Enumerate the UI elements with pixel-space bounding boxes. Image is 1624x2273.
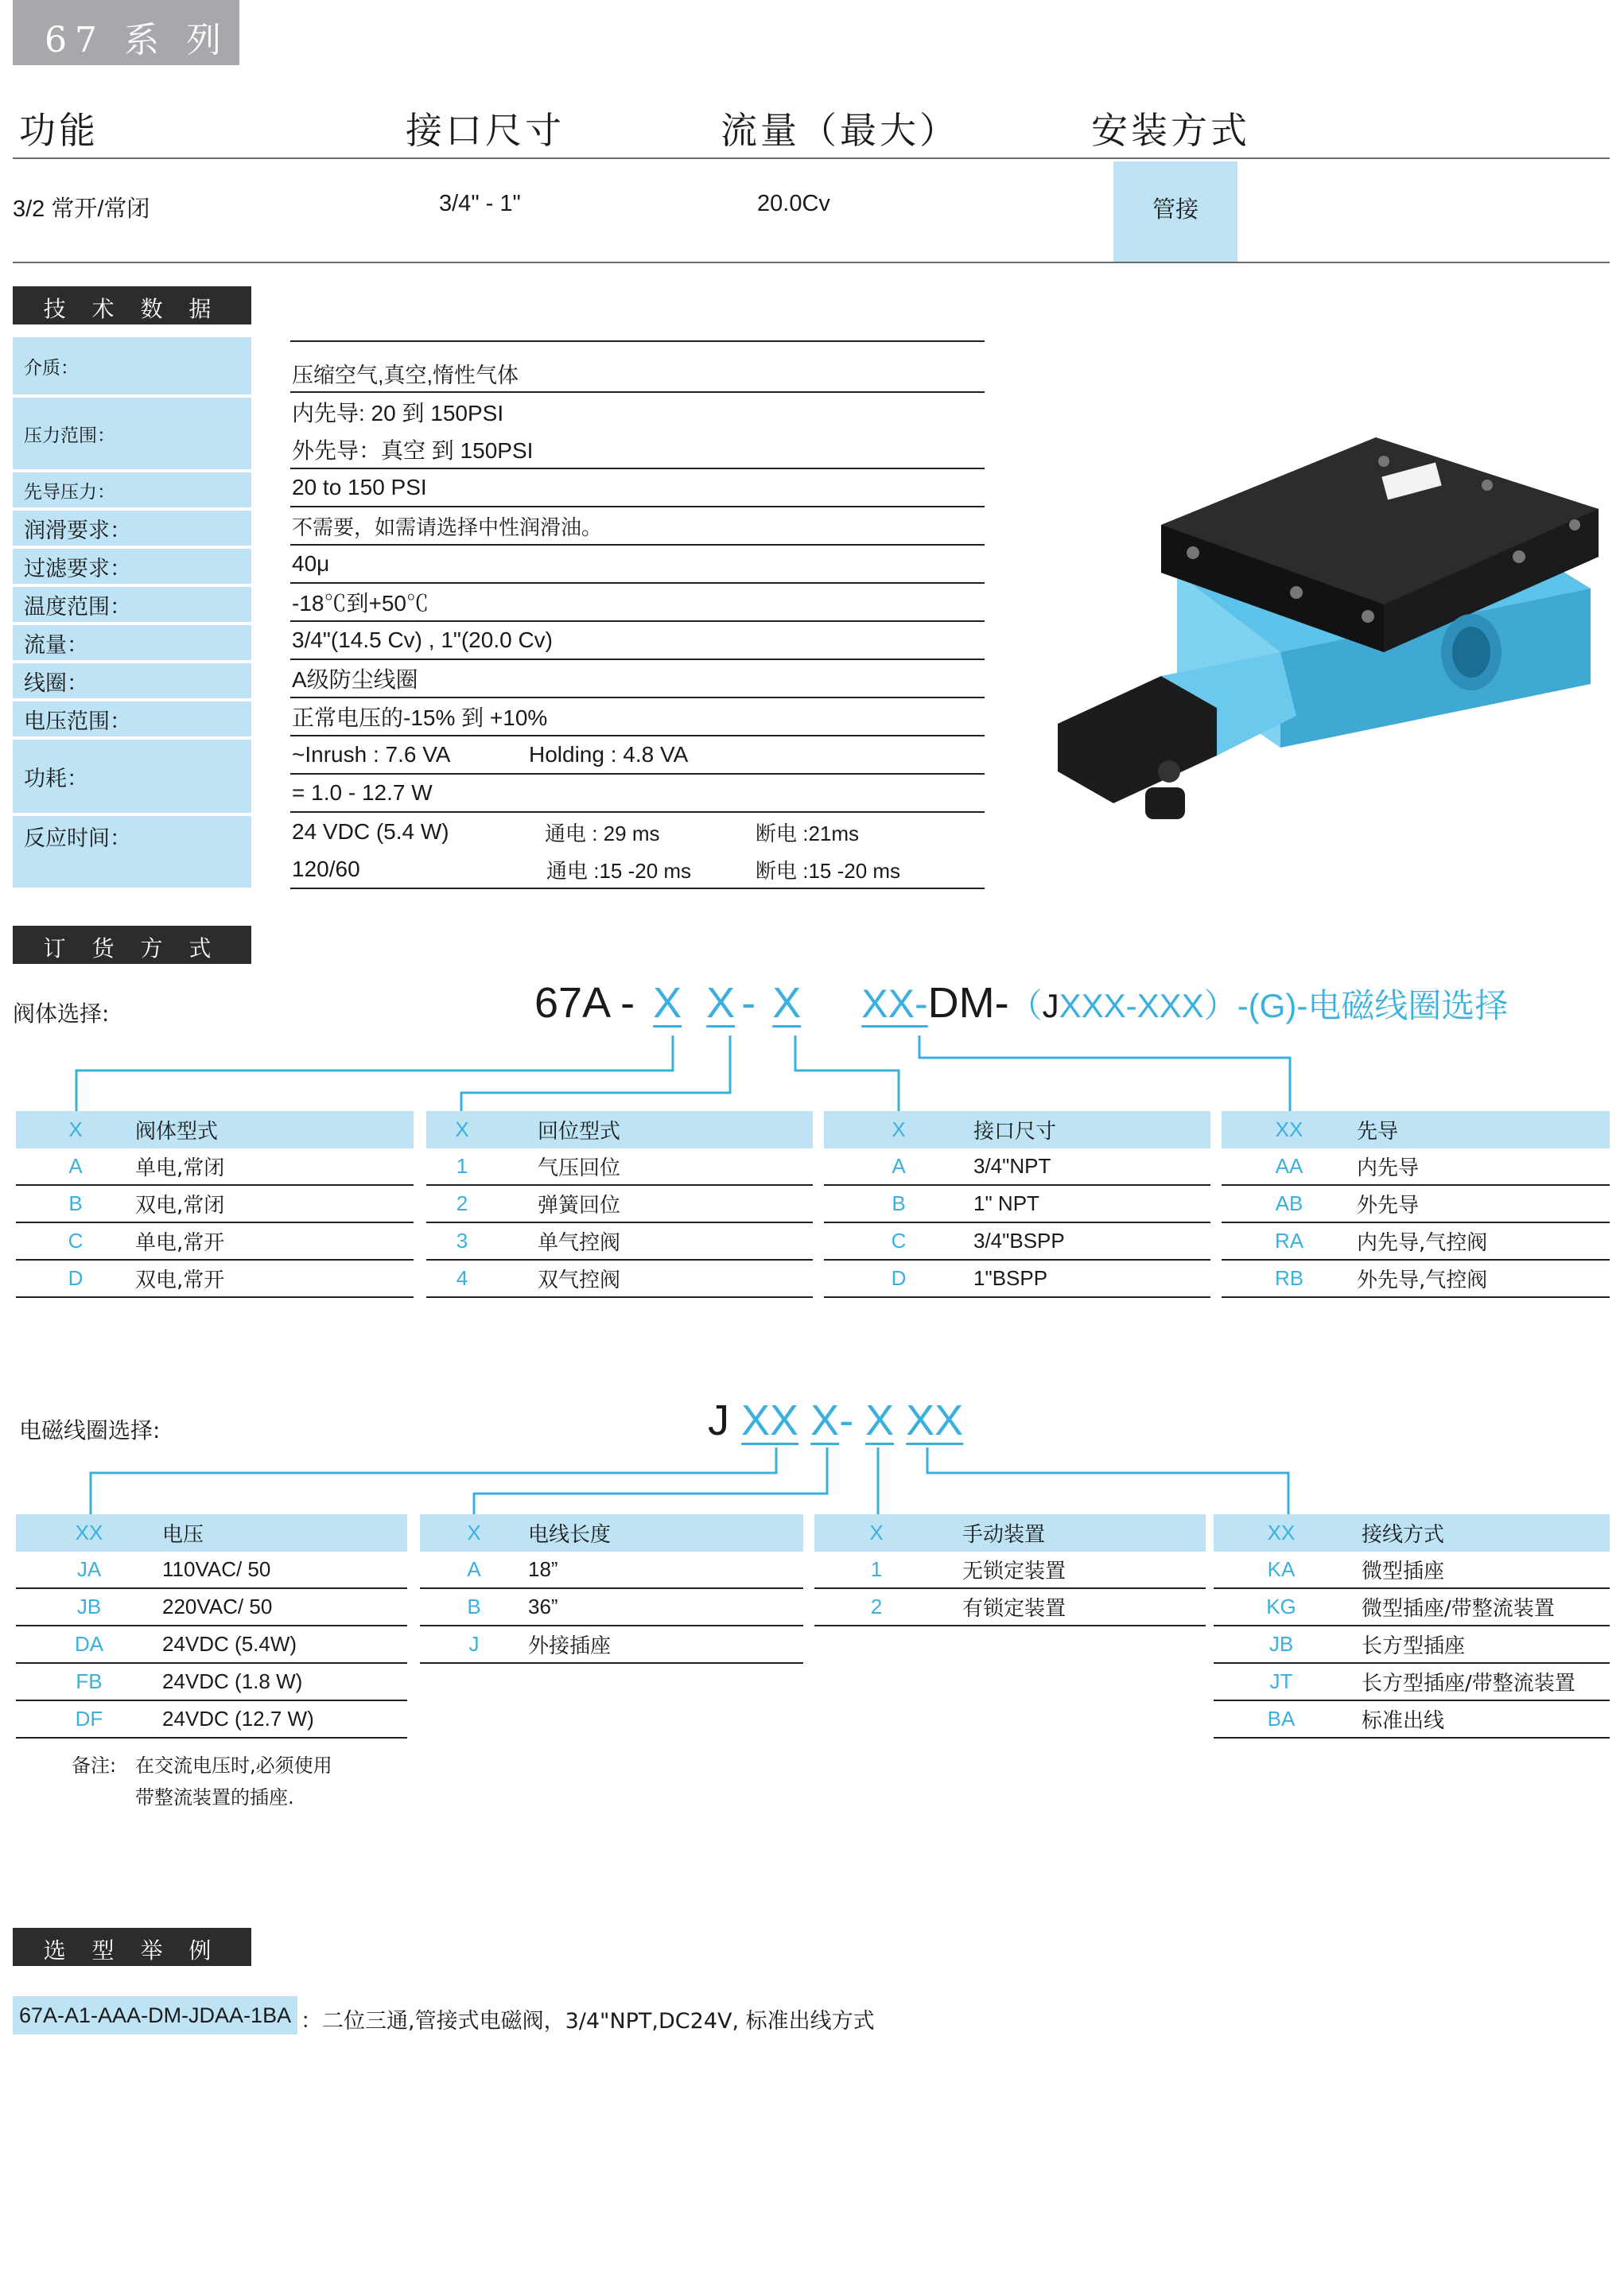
spec-label-lubrication: 润滑要求：	[13, 511, 251, 546]
spec-value-temperature: -18℃到+50℃	[290, 584, 985, 622]
note-line-1: 在交流电压时,必须使用	[135, 1754, 332, 1777]
spec-label-coil: 线圈：	[13, 663, 251, 698]
header-port: 接口尺寸	[406, 109, 565, 152]
table-row: A 18”	[420, 1552, 803, 1589]
code-prefix: 67A -	[534, 979, 635, 1027]
coil-code-x: X	[810, 1397, 840, 1444]
table-row: B 36”	[420, 1589, 803, 1626]
tech-labels	[13, 337, 251, 888]
table-row: 1 无锁定装置	[814, 1552, 1206, 1589]
response-dc-on: 通电 : 29 ms	[545, 821, 660, 845]
table-row: FB 24VDC (1.8 W)	[16, 1664, 407, 1701]
spec-value-response-ac	[290, 851, 985, 889]
table-row: JB 长方型插座	[1214, 1626, 1610, 1664]
table-header: X 电线长度	[420, 1514, 803, 1552]
table-row: D 1"BSPP	[824, 1261, 1210, 1298]
coil-connector-lines	[0, 1446, 1624, 1517]
table-row: AB 外先导	[1222, 1186, 1610, 1223]
summary-mount: 管接	[1113, 161, 1237, 262]
code-paren-close: ）	[1203, 987, 1237, 1024]
example-tab: 选 型 举 例	[13, 1928, 251, 1966]
table-header: X 接口尺寸	[824, 1111, 1210, 1148]
table-row: 2 有锁定装置	[814, 1589, 1206, 1626]
code-g: -(G)-	[1237, 987, 1308, 1024]
header-rule	[13, 157, 1610, 159]
table-header: XX 先导	[1222, 1111, 1610, 1148]
spec-value-flow: 3/4"(14.5 Cv) , 1"(20.0 Cv)	[290, 622, 985, 660]
code-paren-open: （	[1008, 987, 1043, 1024]
code-x3: X	[772, 979, 802, 1027]
response-ac-on: 通电 :15 -20 ms	[546, 858, 692, 883]
coil-code	[708, 1396, 963, 1445]
order-code	[534, 978, 1508, 1028]
code-dm: DM-	[927, 979, 1009, 1027]
coil-code-xx2: XX	[906, 1397, 964, 1444]
table-row: 3 单气控阀	[426, 1223, 813, 1261]
spec-value-response-dc	[290, 813, 985, 851]
spec-label-voltage: 电压范围：	[13, 701, 251, 736]
summary-function: 3/2 常开/常闭	[13, 196, 150, 222]
power-inrush: ~Inrush : 7.6 VA	[292, 742, 451, 767]
table-row: JA 110VAC/ 50	[16, 1552, 407, 1589]
coil-code-j: J	[708, 1397, 729, 1444]
table-row: 2 弹簧回位	[426, 1186, 813, 1223]
table-row: DF 24VDC (12.7 W)	[16, 1701, 407, 1739]
spec-value-pressure-internal: 内先导: 20 到 150PSI	[292, 401, 504, 425]
spec-value-pressure-external: 外先导：真空 到 150PSI	[290, 431, 985, 469]
table-body-type	[16, 1111, 414, 1298]
spec-value-filtration: 40μ	[290, 546, 985, 584]
spec-label-power: 功耗：	[13, 740, 251, 813]
example-code: 67A-A1-AAA-DM-JDAA-1BA	[13, 1996, 297, 2034]
code-x2: X	[706, 979, 736, 1027]
table-header: X 阀体型式	[16, 1111, 414, 1148]
spec-value-lubrication: 不需要，如需请选择中性润滑油。	[290, 507, 985, 546]
series-tab: 67 系 列	[13, 0, 239, 65]
table-row: A 3/4"NPT	[824, 1148, 1210, 1186]
spec-label-temperature: 温度范围：	[13, 587, 251, 622]
response-ac-voltage: 120/60	[292, 857, 360, 881]
spec-label-filtration: 过滤要求：	[13, 549, 251, 584]
table-wire-length	[420, 1514, 803, 1664]
summary-flow: 20.0Cv	[757, 191, 830, 216]
table-return-type	[426, 1111, 813, 1298]
summary-rule	[13, 262, 1610, 263]
table-row: JT 长方型插座/带整流装置	[1214, 1664, 1610, 1701]
spec-value-voltage: 正常电压的-15% 到 +10%	[290, 698, 985, 736]
table-row: 4 双气控阀	[426, 1261, 813, 1298]
coil-code-dash: -	[839, 1397, 854, 1444]
table-row: B 1" NPT	[824, 1186, 1210, 1223]
order-connector-lines	[0, 1026, 1624, 1113]
table-header: X 手动装置	[814, 1514, 1206, 1552]
body-select-label: 阀体选择:	[13, 1001, 110, 1027]
table-row: C 3/4"BSPP	[824, 1223, 1210, 1261]
spec-value-power-watts: = 1.0 - 12.7 W	[290, 775, 985, 813]
table-row: BA 标准出线	[1214, 1701, 1610, 1739]
power-holding: Holding : 4.8 VA	[529, 742, 689, 767]
code-coil-select: 电磁线圈选择	[1307, 986, 1509, 1025]
note	[72, 1750, 332, 1813]
table-row: RB 外先导,气控阀	[1222, 1261, 1610, 1298]
code-xx: XX-	[861, 981, 928, 1026]
spec-value-medium: 压缩空气,真空,惰性气体	[290, 355, 985, 393]
table-manual-override	[814, 1514, 1206, 1626]
response-dc-off: 断电 :21ms	[756, 821, 860, 845]
coil-select-label: 电磁线圈选择:	[19, 1417, 161, 1443]
spec-label-response: 反应时间：	[13, 816, 251, 888]
valve-image	[1042, 414, 1614, 827]
note-label: 备注:	[72, 1754, 117, 1777]
table-row: A 单电,常闭	[16, 1148, 414, 1186]
spec-value-power-inrush	[290, 736, 985, 775]
coil-code-x2: X	[865, 1397, 895, 1444]
spec-label-medium: 介质：	[13, 337, 251, 394]
spec-label-flow: 流量：	[13, 625, 251, 660]
code-jcode: XXX-XXX	[1059, 987, 1204, 1024]
tech-values	[290, 355, 985, 889]
table-voltage	[16, 1514, 407, 1739]
table-row: KG 微型插座/带整流装置	[1214, 1589, 1610, 1626]
table-header: XX 电压	[16, 1514, 407, 1552]
table-header: X 回位型式	[426, 1111, 813, 1148]
table-row: RA 内先导,气控阀	[1222, 1223, 1610, 1261]
coil-code-xx1: XX	[741, 1397, 799, 1444]
table-header: XX 接线方式	[1214, 1514, 1610, 1552]
table-pilot	[1222, 1111, 1610, 1298]
spec-label-pressure: 压力范围：	[13, 398, 251, 469]
code-dash: -	[741, 979, 756, 1027]
tech-top-rule	[290, 340, 985, 342]
spec-value-coil: A级防尘线圈	[290, 660, 985, 698]
code-j: J	[1042, 987, 1059, 1024]
code-x1: X	[653, 979, 682, 1027]
table-row: AA 内先导	[1222, 1148, 1610, 1186]
table-row: B 双电,常闭	[16, 1186, 414, 1223]
table-row: DA 24VDC (5.4W)	[16, 1626, 407, 1664]
tech-data-tab: 技 术 数 据	[13, 286, 251, 324]
note-line-2: 带整流装置的插座.	[135, 1786, 294, 1809]
header-function: 功能	[19, 109, 99, 152]
header-flow: 流量（最大）	[721, 109, 959, 152]
table-port-size	[824, 1111, 1210, 1298]
summary-port: 3/4" - 1"	[439, 191, 521, 216]
example-desc: ：二位三通,管接式电磁阀，3/4"NPT,DC24V, 标准出线方式	[301, 2009, 875, 2034]
order-tab: 订 货 方 式	[13, 926, 251, 964]
table-row: 1 气压回位	[426, 1148, 813, 1186]
table-row: KA 微型插座	[1214, 1552, 1610, 1589]
table-row: D 双电,常开	[16, 1261, 414, 1298]
table-wiring	[1214, 1514, 1610, 1739]
spec-label-pilot: 先导压力：	[13, 472, 251, 507]
header-mount: 安装方式	[1091, 109, 1250, 152]
table-row: C 单电,常开	[16, 1223, 414, 1261]
response-dc-voltage: 24 VDC (5.4 W)	[292, 819, 449, 844]
table-row: J 外接插座	[420, 1626, 803, 1664]
table-row: JB 220VAC/ 50	[16, 1589, 407, 1626]
spec-value-pilot: 20 to 150 PSI	[290, 469, 985, 507]
response-ac-off: 断电 :15 -20 ms	[756, 858, 901, 883]
